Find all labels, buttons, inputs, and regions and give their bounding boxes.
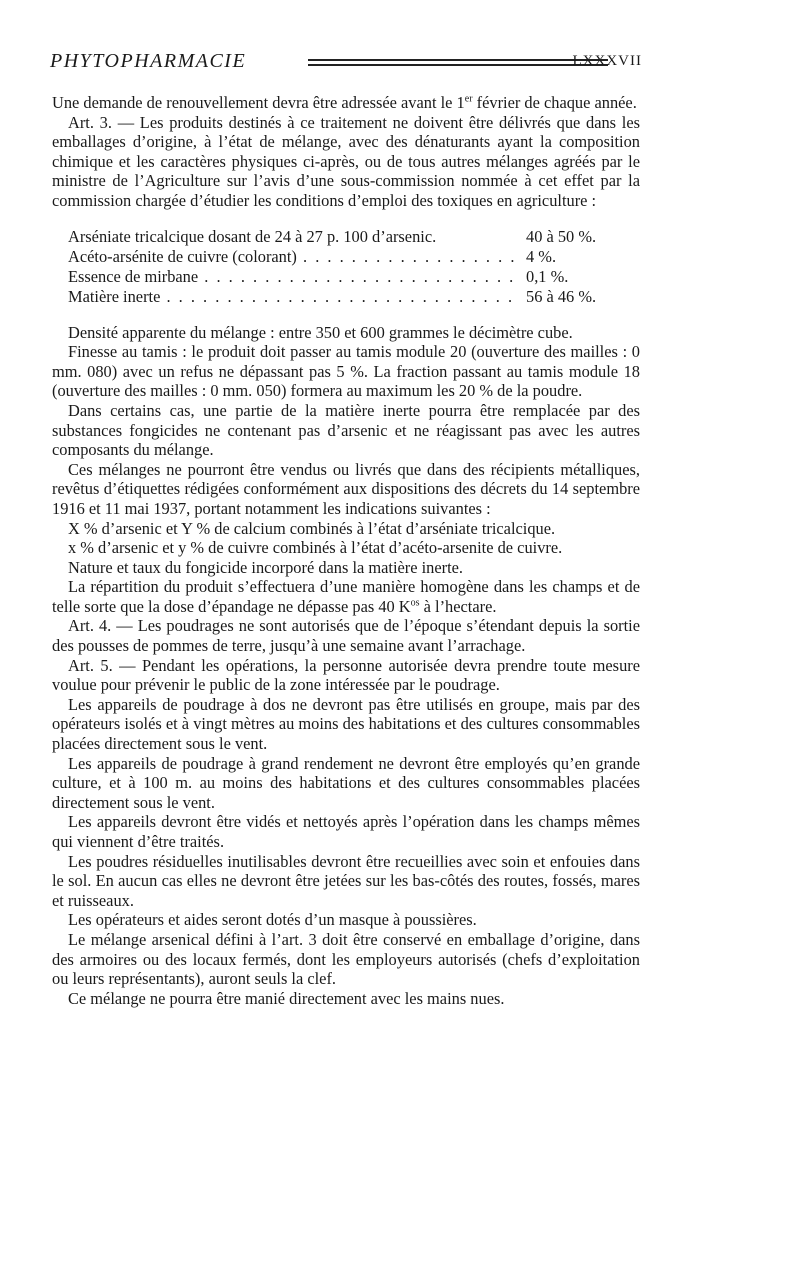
- paragraph-label-arsenic-copper: x % d’arsenic et y % de cuivre combinés à l’état d’acéto-arsenite de cuivre.: [68, 538, 563, 558]
- composition-label: Arséniate tricalcique dosant de 24 à 27 p. 100 d’arsenic.: [68, 226, 437, 246]
- paragraph-art3: Art. 3. — Les produits destinés à ce traitement ne doivent être délivrés que dans les emballages d’origine, à l’état de mélange, avec des dénaturants ayant la composition chimique et les caractères physiques ci-après, ou de tous autres mélanges agréés par le ministre de l’Agriculture sur l’avis d’une sous-commission nommée à cet effet par la commission chargée d’étudier les conditions d’emploi des toxiques en agriculture :: [52, 112, 640, 210]
- composition-label: Essence de mirbane . . .: [68, 267, 520, 287]
- distribution-text-after: à l’hectare.: [419, 596, 497, 616]
- paragraph-containers: Ces mélanges ne pourront être vendus ou livrés que dans des récipients métalliques, revêtus d’étiquettes rédigées conformément aux dispositions des décrets du 14 septembre 1916 et 11 mai 1937, portant notamment les indications suivantes :: [52, 459, 640, 518]
- paragraph-art4: Art. 4. — Les poudrages ne sont autorisés que de l’époque s’étendant depuis la sortie des pousses de pommes de terre, jusqu’à une semaine avant l’arrachage.: [52, 616, 640, 656]
- paragraph-handling: Ce mélange ne pourra être manié directement avec les mains nues.: [68, 988, 505, 1008]
- composition-value: 56 à 46 %.: [526, 286, 597, 306]
- composition-value: 40 à 50 %.: [526, 226, 597, 246]
- paragraph-art5: Art. 5. — Pendant les opérations, la personne autorisée devra prendre toute mesure voulue pour prévenir le public de la zone intéressée par le poudrage.: [52, 655, 640, 695]
- composition-row: [68, 227, 616, 247]
- page-header: [50, 50, 642, 76]
- paragraph-backpack-dusters: Les appareils de poudrage à dos ne devront pas être utilisés en groupe, mais par des opérateurs isolés et à vingt mètres au moins des habitations et des cultures consommables placées directement sous le vent.: [52, 694, 640, 754]
- body-text: [52, 93, 640, 1008]
- paragraph-distribution: [52, 577, 640, 616]
- composition-list: [68, 227, 616, 307]
- composition-value: 4 %.: [526, 246, 557, 266]
- composition-row: [68, 287, 616, 307]
- composition-label: Matière inerte . . .: [68, 287, 520, 307]
- renewal-text-before: Une demande de renouvellement devra être adressée avant le 1: [52, 93, 465, 112]
- header-rule: [308, 59, 608, 66]
- paragraph-fineness: Finesse au tamis : le produit doit passer au tamis module 20 (ouverture des mailles : 0 mm. 080) avec un refus ne dépassant pas 5 %. La fraction passant au tamis module 18 (ouverture des mailles : 0 mm. 050) formera au maximum les 20 % de la poudre.: [52, 342, 640, 401]
- paragraph-label-fungicide: Nature et taux du fongicide incorporé dans la matière inerte.: [68, 557, 464, 577]
- paragraph-renewal: [52, 93, 640, 113]
- paragraph-masks: Les opérateurs et aides seront dotés d’un masque à poussières.: [68, 910, 477, 930]
- page-number: LXXXVII: [572, 53, 642, 69]
- composition-value: 0,1 %.: [526, 266, 569, 286]
- paragraph-substitution: Dans certains cas, une partie de la matière inerte pourra être remplacée par des substances fongicides ne contenant pas d’arsenic et ne réagissant pas avec les autres composants du mélange.: [52, 400, 640, 460]
- paragraph-cleaning: Les appareils devront être vidés et nettoyés après l’opération dans les champs mêmes qui viennent d’être traités.: [52, 812, 640, 851]
- paragraph-density: Densité apparente du mélange : entre 350 et 600 grammes le décimètre cube.: [68, 322, 573, 342]
- ordinal-superscript: er: [464, 93, 473, 105]
- paragraph-storage: Le mélange arsenical défini à l’art. 3 doit être conservé en emballage d’origine, dans des armoires ou des locaux fermés, dont les employeurs autorisés (chefs d’exploitation ou leurs représentants), auront seuls la clef.: [52, 929, 640, 989]
- unit-superscript: os: [410, 597, 420, 609]
- distribution-text-before: La répartition du produit s’effectuera d’une manière homogène dans les champs et de telle sorte que la dose d’épandage ne dépasse pas 40 K: [52, 577, 640, 616]
- paragraph-high-output-dusters: Les appareils de poudrage à grand rendement ne devront être employés qu’en grande culture, et à 100 m. au moins des habitations et des cultures consommables placées directement sous le vent.: [52, 753, 640, 812]
- composition-row: [68, 247, 616, 267]
- renewal-text-after: février de chaque année.: [472, 93, 637, 112]
- composition-label: Acéto-arsénite de cuivre (colorant) . . .: [68, 247, 520, 267]
- paragraph-residual-powders: Les poudres résiduelles inutilisables devront être recueillies avec soin et enfouies dans le sol. En aucun cas elles ne devront être jetées sur les bas-côtés des routes, fossés, mares et ruisseaux.: [52, 851, 640, 910]
- composition-row: [68, 267, 616, 287]
- running-title: PHYTOPHARMACIE: [50, 50, 247, 72]
- paragraph-label-arsenic-calcium: X % d’arsenic et Y % de calcium combinés à l’état d’arséniate tricalcique.: [68, 518, 556, 538]
